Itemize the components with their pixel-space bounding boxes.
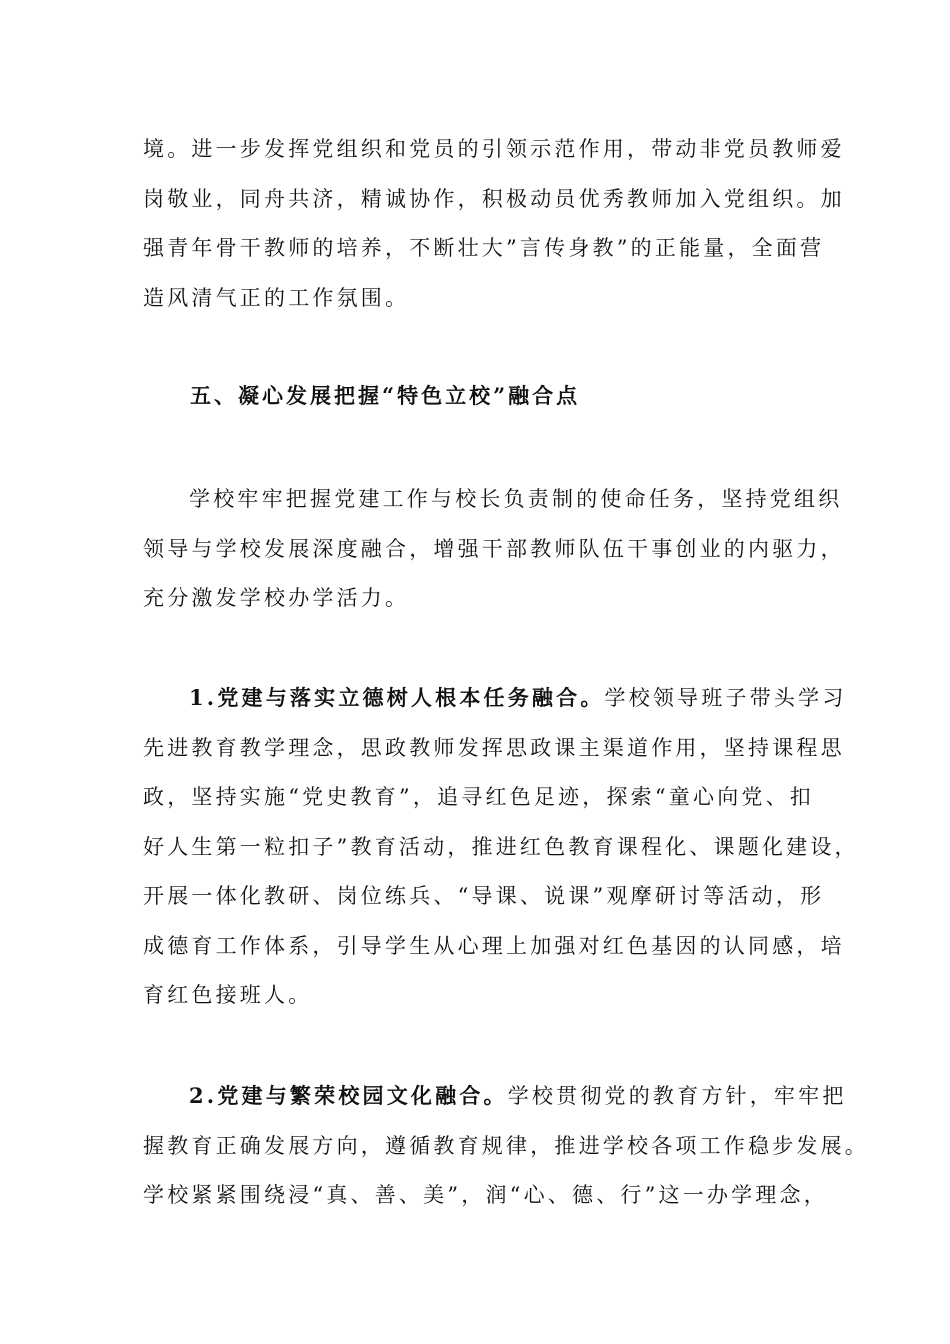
paragraph-line [143,673,847,724]
paragraph-line: 强青年骨干教师的培养，不断壮大”言传身教”的正能量，全面营 [143,236,825,260]
paragraph-line: 岗敬业，同舟共济，精诚协作，积极动员优秀教师加入党组织。加 [143,186,845,211]
paragraph-line: 开展一体化教研、岗位练兵、“导课、说课”观摩研讨等活动，形 [143,884,825,908]
paragraph-line [143,1071,847,1122]
paragraph-line: 领导与学校发展深度融合，增强干部教师队伍干事创业的内驱力， [143,536,845,561]
paragraph-line: 政，坚持实施“党史教育”，追寻红色足迹，探索“童心向党、扣 [143,785,815,809]
paragraph-line: 充分激发学校办学活力。 [143,586,410,610]
paragraph-line: 握教育正确发展方向，遵循教育规律，推进学校各项工作稳步发展。 [143,1133,869,1158]
paragraph-line: 先进教育教学理念，思政教师发挥思政课主渠道作用，坚持课程思 [143,735,845,760]
paragraph-line: 学校紧紧围绕浸“真、善、美”，润“心、德、行”这一办学理念， [143,1183,828,1207]
item-2-paragraph [143,1071,869,1221]
section-heading: 五、凝心发展把握“特色立校”融合点 [190,383,581,408]
paragraph-line: 育红色接班人。 [143,983,313,1007]
item-1-first-line-text: 学校领导班子带头学习 [604,686,847,710]
item-1-lead: 1.党建与落实立德树人根本任务融合。 [189,685,605,710]
paragraph-line: 成德育工作体系，引导学生从心理上加强对红色基因的认同感，培 [143,933,845,958]
paragraph-line: 造风清气正的工作氛围。 [143,285,410,310]
paragraph-line: 境。进一步发挥党组织和党员的引领示范作用，带动非党员教师爱 [143,137,845,161]
paragraph-line: 学校牢牢把握党建工作与校长负责制的使命任务，坚持党组织 [189,487,843,511]
item-2-first-line-text: 学校贯彻党的教育方针，牢牢把 [507,1084,847,1108]
continued-paragraph [143,125,845,323]
intro-paragraph [143,475,845,624]
paragraph-line: 好人生第一粒扣子”教育活动，推进红色教育课程化、课题化建设， [143,834,859,859]
item-1-paragraph [143,673,859,1021]
item-2-lead: 2.党建与繁荣校园文化融合。 [189,1083,508,1108]
